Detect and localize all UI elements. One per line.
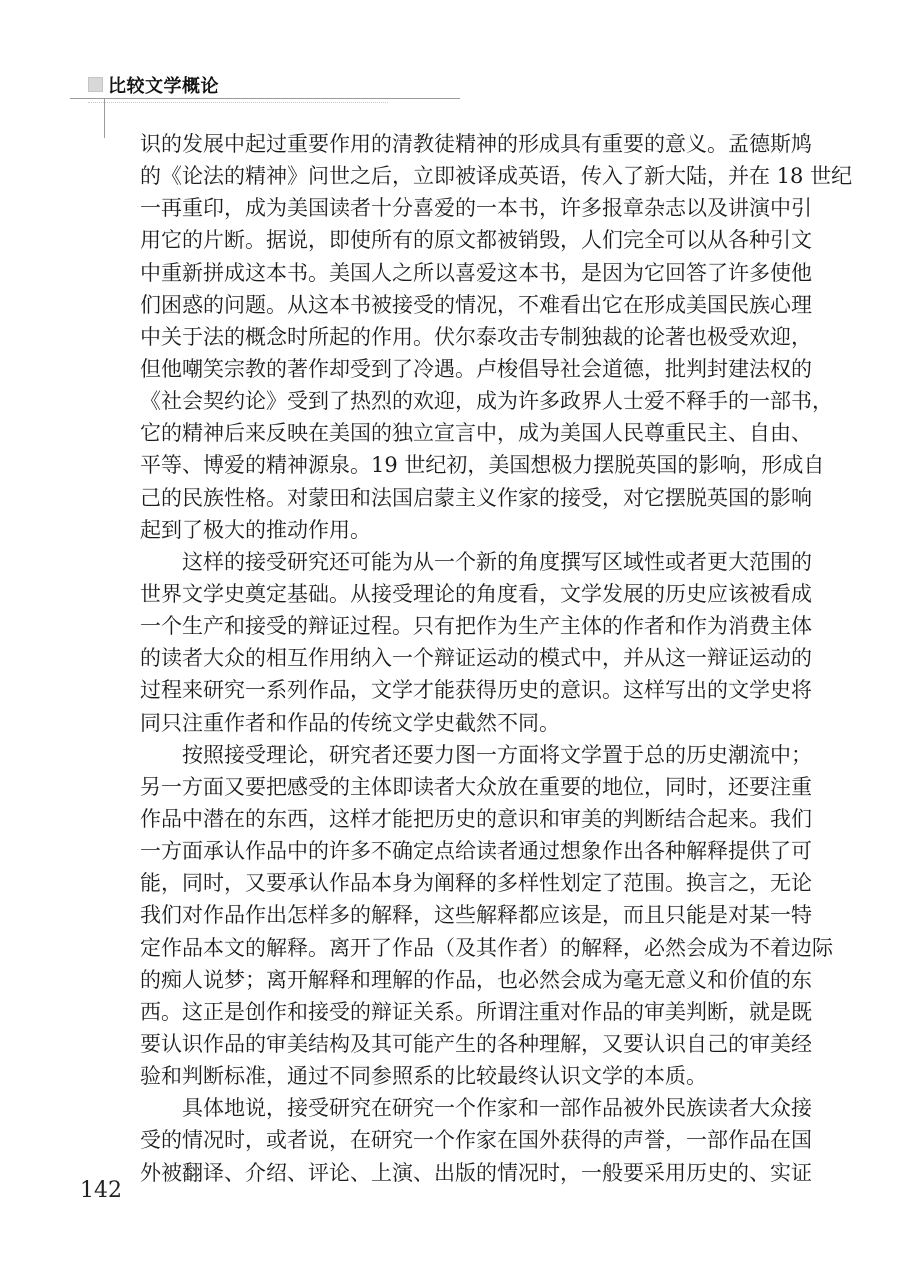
text-line: 这样的接受研究还可能为从一个新的角度撰写区域性或者更大范围的 bbox=[182, 549, 812, 574]
text-line: 定作品本文的解释。离开了作品（及其作者）的解释，必然会成为不着边际 bbox=[140, 935, 833, 960]
page-number: 142 bbox=[80, 1178, 122, 1203]
text-line: 《社会契约论》受到了热烈的欢迎，成为许多政界人士爱不释手的一部书， bbox=[140, 389, 833, 414]
body-text bbox=[140, 128, 853, 1189]
text-line: 验和判断标准，通过不同参照系的比较最终认识文学的本质。 bbox=[140, 1064, 707, 1089]
text-line: 的《论法的精神》问世之后，立即被译成英语，传入了新大陆，并在 18 世纪 bbox=[140, 164, 853, 189]
text-line: 具体地说，接受研究在研究一个作家和一部作品被外民族读者大众接 bbox=[182, 1096, 812, 1121]
text-line: 世界文学史奠定基础。从接受理论的角度看，文学发展的历史应该被看成 bbox=[140, 581, 812, 606]
text-line: 外被翻译、介绍、评论、上演、出版的情况时，一般要采用历史的、实证 bbox=[140, 1160, 812, 1185]
text-line: 的痴人说梦；离开解释和理解的作品，也必然会成为毫无意义和价值的东 bbox=[140, 967, 812, 992]
text-line: 我们对作品作出怎样多的解释，这些解释都应该是，而且只能是对某一特 bbox=[140, 903, 812, 928]
text-line: 同只注重作者和作品的传统文学史截然不同。 bbox=[140, 710, 560, 735]
text-line: 用它的片断。据说，即使所有的原文都被销毁，人们完全可以从各种引文 bbox=[140, 228, 812, 253]
text-line: 识的发展中起过重要作用的清教徒精神的形成具有重要的意义。孟德斯鸠 bbox=[140, 132, 812, 156]
paragraph bbox=[140, 546, 812, 739]
text-line: 的读者大众的相互作用纳入一个辩证运动的模式中，并从这一辩证运动的 bbox=[140, 646, 812, 671]
header-vertical-rule bbox=[104, 98, 105, 138]
text-line: 中关于法的概念时所起的作用。伏尔泰攻击专制独裁的论著也极受欢迎， bbox=[140, 324, 812, 349]
text-line: 受的情况时，或者说，在研究一个作家在国外获得的声誉，一部作品在国 bbox=[140, 1128, 812, 1153]
text-line: 按照接受理论，研究者还要力图一方面将文学置于总的历史潮流中； bbox=[182, 742, 812, 767]
book-title: 比较文学概论 bbox=[108, 76, 219, 97]
text-line: 作品中潜在的东西，这样才能把历史的意识和审美的判断结合起来。我们 bbox=[140, 806, 812, 831]
paragraph bbox=[140, 128, 853, 546]
text-line: 过程来研究一系列作品，文学才能获得历史的意识。这样写出的文学史将 bbox=[140, 678, 812, 703]
header-dotted-rule bbox=[88, 102, 388, 104]
text-line: 要认识作品的审美结构及其可能产生的各种理解，又要认识自己的审美经 bbox=[140, 1031, 812, 1056]
header-square-icon bbox=[88, 77, 103, 92]
text-line: 西。这正是创作和接受的辩证关系。所谓注重对作品的审美判断，就是既 bbox=[140, 999, 812, 1024]
text-line: 平等、博爱的精神源泉。19 世纪初，美国想极力摆脱英国的影响，形成自 bbox=[140, 453, 825, 478]
text-line: 它的精神后来反映在美国的独立宣言中，成为美国人民尊重民主、自由、 bbox=[140, 421, 812, 446]
text-line: 们困惑的问题。从这本书被接受的情况，不难看出它在形成美国民族心理 bbox=[140, 292, 812, 317]
text-line: 中重新拼成这本书。美国人之所以喜爱这本书，是因为它回答了许多使他 bbox=[140, 260, 812, 285]
paragraph bbox=[140, 1092, 812, 1188]
text-line: 起到了极大的推动作用。 bbox=[140, 517, 371, 542]
text-line: 另一方面又要把感受的主体即读者大众放在重要的地位，同时，还要注重 bbox=[140, 774, 812, 799]
text-line: 能，同时，又要承认作品本身为阐释的多样性划定了范围。换言之，无论 bbox=[140, 871, 812, 896]
text-line: 但他嘲笑宗教的著作却受到了冷遇。卢梭倡导社会道德，批判封建法权的 bbox=[140, 356, 812, 381]
text-line: 一方面承认作品中的许多不确定点给读者通过想象作出各种解释提供了可 bbox=[140, 839, 812, 864]
text-line: 一再重印，成为美国读者十分喜爱的一本书，许多报章杂志以及讲演中引 bbox=[140, 196, 812, 221]
text-line: 一个生产和接受的辩证过程。只有把作为生产主体的作者和作为消费主体 bbox=[140, 614, 812, 639]
header-rule bbox=[70, 98, 460, 99]
text-line: 己的民族性格。对蒙田和法国启蒙主义作家的接受，对它摆脱英国的影响 bbox=[140, 485, 812, 510]
paragraph bbox=[140, 739, 833, 1093]
